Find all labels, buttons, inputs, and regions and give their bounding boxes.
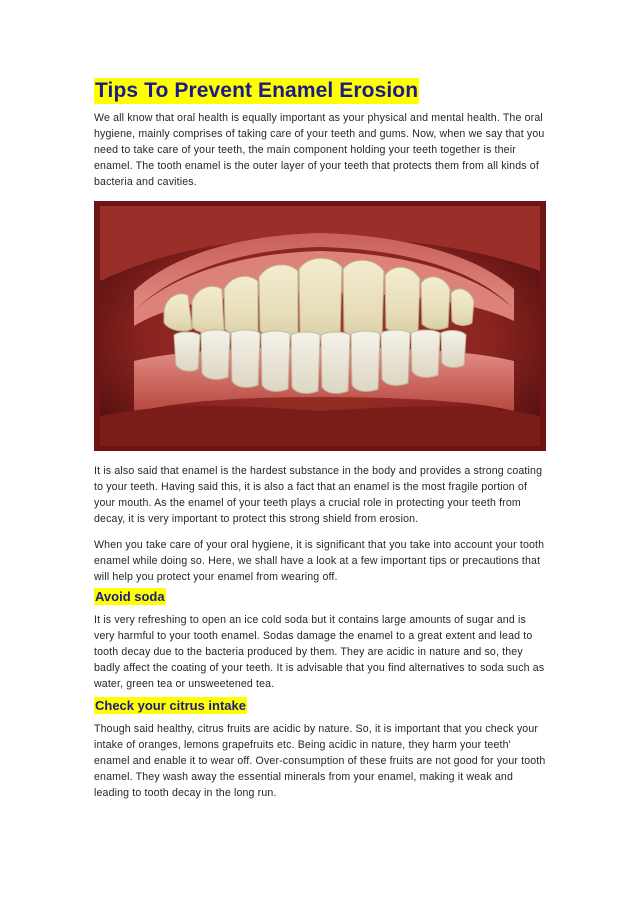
section-heading-avoid-soda: Avoid soda (95, 589, 165, 604)
intro-paragraph: We all know that oral health is equally important as your physical and mental health. The oral hygiene, mainly comprises of taking care of your teeth and gums. Now, when we say that you need to take care of your teeth, the main component holding your teeth together is their enamel. The tooth enamel is the outer layer of your teeth that protects them from all kinds of bacteria and cavities. (94, 112, 545, 188)
document-page (94, 78, 546, 801)
section-body-citrus: Though said healthy, citrus fruits are acidic by nature. So, it is important that you check your intake of oranges, lemons grapefruits etc. Being acidic in nature, they harm your teeth' enamel and enable it to wear off. Over-consumption of these fruits are not good for your tooth enamel. They wash away the essential minerals from your enamel, making it weak and leading to tooth decay in the long run. (94, 723, 546, 799)
teeth-photo (94, 201, 546, 451)
body-paragraph-leadin: When you take care of your oral hygiene, it is significant that you take into account your tooth enamel while doing so. Here, we shall have a look at a few important tips or precautions that will help you protect your enamel from wearing off. (94, 539, 545, 583)
section-body-avoid-soda: It is very refreshing to open an ice cold soda but it contains large amounts of sugar and is very harmful to your tooth enamel. Sodas damage the enamel to a great extent and lead to tooth decay due to the bacteria produced by them. They are acidic in nature and so, they badly affect the coating of your teeth. It is advisable that you find alternatives to soda such as water, green tea or unsweetened tea. (94, 614, 545, 690)
page-title: Tips To Prevent Enamel Erosion (95, 79, 419, 102)
section-heading-citrus: Check your citrus intake (95, 698, 246, 713)
teeth-illustration (94, 201, 546, 451)
body-paragraph-enamel: It is also said that enamel is the hardest substance in the body and provides a strong coating to your teeth. Having said this, it is also a fact that an enamel is the most fragile portion of your mouth. As the enamel of your teeth plays a crucial role in protecting your teeth from decay, it is very important to protect this strong shield from erosion. (94, 465, 543, 525)
